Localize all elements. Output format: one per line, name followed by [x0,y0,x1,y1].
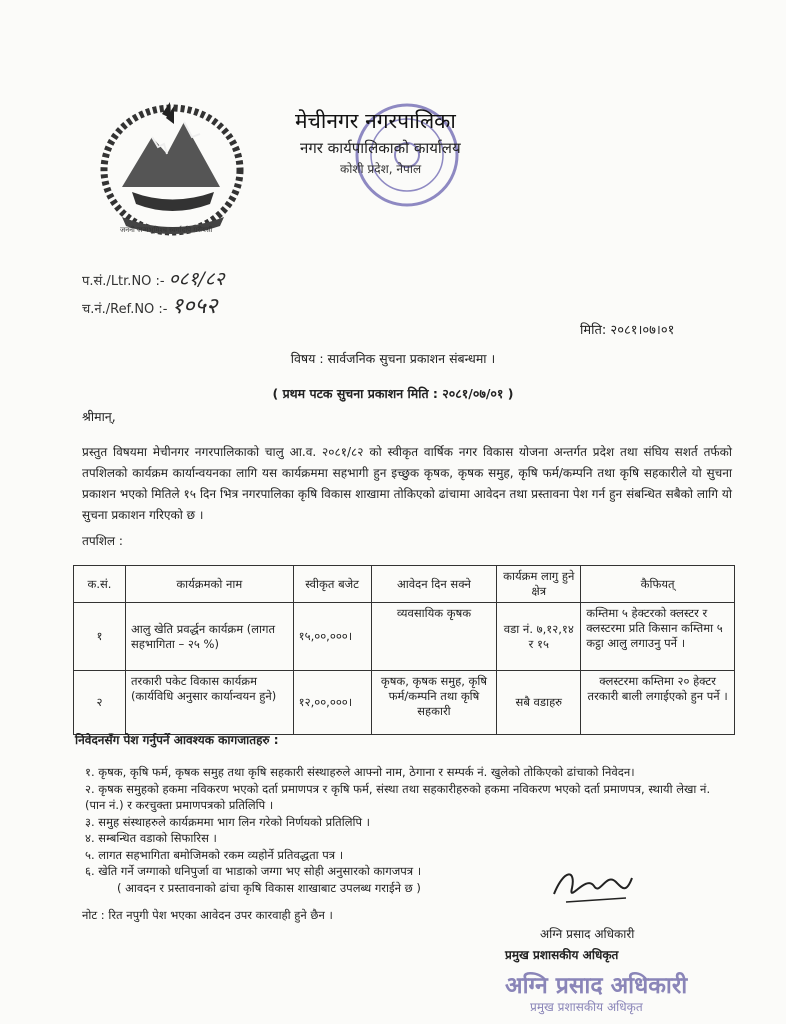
cell-applicants: व्यवसायिक कृषक [371,603,497,671]
signature-icon [546,864,636,912]
emblem-motto: जननी जन्मभूमिश्च स्वर्गादपि गरीयसी [120,226,213,234]
cell-budget: १५,००,०००। [293,603,371,671]
list-item: २. कृषक समुहको हकमा नविकरण भएको दर्ता प्रमाणपत्र र कृषि फर्म, संस्था तथा सहकारीहरुको हकमा नविकरण भएको दर्ता प्रमाणपत्र, स्थायी लेखा नं. (पान नं.) र करचुक्ता प्रमाणपत्रको प्रतिलिपि । [85,781,711,812]
col-header-remarks: कैफियत् [581,566,735,603]
list-item: ६. खेति गर्ने जग्गाको धनिपुर्जा वा भाडाको जग्गा भए सोही अनुसारको कागजपत्र । [85,864,422,878]
list-item: ( आवदन र प्रस्तावनाको ढांचा कृषि विकास शाखाबाट उपलब्ध गराईने छ ) [117,880,421,895]
col-header-area: कार्यक्रम लागु हुने क्षेत्र [497,566,581,603]
table-header-row [74,566,735,603]
cell-name: आलु खेति प्रवर्द्धन कार्यक्रम (लागत सहभागिता – २५ %) [125,603,293,671]
nepal-emblem-icon [92,92,252,242]
ref-no-row [82,290,217,320]
requirements-title: निवेदनसँग पेश गर्नुपर्ने आवश्यक कागजातहरु : [75,733,279,747]
cell-applicants: कृषक, कृषक समुह, कृषि फर्म/कम्पनि तथा कृषि सहकारी [371,671,497,735]
list-item: ५. लागत सहभागिता बमोजिमको रकम व्यहोर्ने प्रतिवद्धता पत्र । [85,847,344,862]
name-stamp-post: प्रमुख प्रशासकीय अधिकृत [530,1000,643,1014]
cell-budget: १२,००,०००। [293,671,371,735]
ref-no-label: च.नं./Ref.NO :- [82,302,168,317]
list-item: १. कृषक, कृषि फर्म, कृषक समुह तथा कृषि सहकारी संस्थाहरुले आफ्नो नाम, ठेगाना र सम्पर्क नं. खुलेको तोकिएको ढांचाको निवेदन। [85,765,635,779]
letter-date: मिति: २०८१।०७।०१ [580,323,675,338]
first-notice-date: ( प्रथम पटक सुचना प्रकाशन मिति : २०८१/०७/०१ ) [272,386,514,401]
signatory-post: प्रमुख प्रशासकीय अधिकृत [505,948,619,962]
table-row [74,671,735,735]
ltr-no-label: प.सं./Ltr.NO :- [82,274,165,289]
cell-sn: १ [74,603,126,671]
subject-line: विषय : सार्वजनिक सुचना प्रकाशन संबन्धमा । [290,351,496,366]
list-item: ४. सम्बन्धित वडाको सिफारिस । [85,831,217,845]
details-label: तपशिल : [82,534,123,548]
list-item: ३. समुह संस्थाहरुले कार्यक्रममा भाग लिन गरेको निर्णयको प्रतिलिपि । [85,814,371,829]
note-line: नोट : रित नपुगी पेश भएका आवेदन उपर कारवाही हुने छैन । [82,908,333,922]
program-table [73,565,735,735]
signatory-name: अग्नि प्रसाद अधिकारी [540,927,635,941]
office-name: नगर कार्यपालिकाको कार्यालय [300,139,461,157]
col-header-sn: क.सं. [74,566,126,603]
col-header-applicants: आवेदन दिन सक्ने [371,566,497,603]
col-header-budget: स्वीकृत बजेट [293,566,371,603]
notice-body: प्रस्तुत विषयमा मेचीनगर नगरपालिकाको चालु आ.व. २०८१/८२ को स्वीकृत वार्षिक नगर विकास योजना अन्तर्गत प्रदेश तथा संघिय सशर्त तर्फको तपशिलको कार्यक्रम कार्यान्वयनका लागि यस कार्यक्रममा सहभागी हुन इच्छुक कृषक, कृषक समुह, कृषि फर्म/कम्पनि तथा कृषि सहकारीले यो सुचना प्रकाशन भएको मितिले १५ दिन भित्र नगरपालिका कृषि विकास शाखामा तोकिएको ढांचामा आवेदन तथा प्रस्तावना पेश गर्न हुन संबन्धित सबैको लागि यो सुचना प्रकाशन गरिएको छ । [82,445,732,522]
name-stamp: अग्नि प्रसाद अधिकारी [505,973,688,999]
cell-area: सबै वडाहरु [497,671,581,735]
ltr-no-value: ०८१/८२ [168,268,225,290]
cell-remarks: क्लस्टरमा कम्तिमा २० हेक्टर तरकारी बाली लगाईएको हुन पर्ने । [581,671,735,735]
ref-no-value: १०५२ [171,294,218,319]
salutation: श्रीमान्, [82,409,116,424]
col-header-name: कार्यक्रमको नाम [125,566,293,603]
municipality-name: मेचीनगर नगरपालिका [295,109,456,133]
cell-sn: २ [74,671,126,735]
cell-area: वडा नं. ७,१२,१४ र १५ [497,603,581,671]
cell-remarks: कम्तिमा ५ हेक्टरको क्लस्टर र क्लस्टरमा प्रति किसान कम्तिमा ५ कट्ठा आलु लगाउनु पर्ने । [581,603,735,671]
ltr-no-row [82,265,225,291]
cell-name: तरकारी पकेट विकास कार्यक्रम (कार्यविधि अनुसार कार्यान्वयन हुने) [125,671,293,735]
province-line: कोशी प्रदेश, नेपाल [340,162,422,176]
table-row [74,603,735,671]
